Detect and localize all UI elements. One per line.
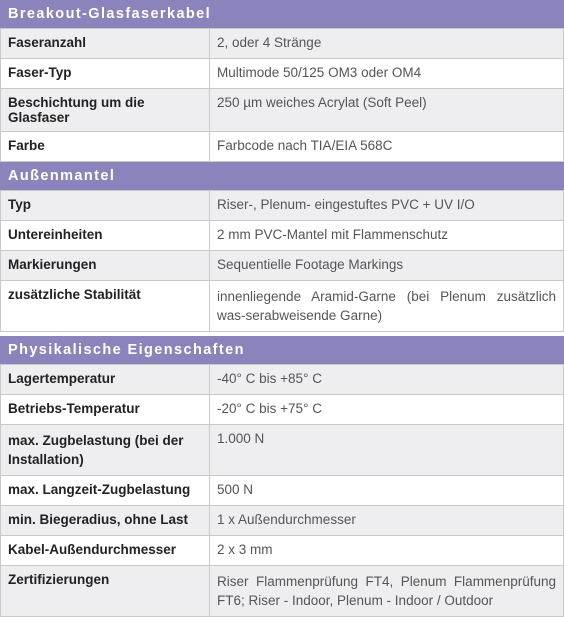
- spec-table-physikalisch: [0, 364, 564, 617]
- table-row: [1, 476, 564, 506]
- spec-value: 2, oder 4 Stränge: [210, 29, 564, 59]
- table-row: [1, 566, 564, 617]
- table-row: [1, 59, 564, 89]
- table-row: [1, 425, 564, 476]
- table-row: [1, 395, 564, 425]
- spec-key: max. Langzeit-Zugbelastung: [1, 476, 210, 506]
- table-row: [1, 251, 564, 281]
- section-title-physikalisch: Physikalische Eigenschaften: [0, 336, 564, 364]
- section-title-aussenmantel: Außenmantel: [0, 162, 564, 190]
- spec-key: max. Zugbelastung (bei der Installation): [1, 425, 210, 476]
- spec-value: innenliegende Aramid-Garne (bei Plenum zusätzlich was-serabweisende Garne): [210, 281, 564, 332]
- spec-value: 2 x 3 mm: [210, 536, 564, 566]
- spec-value: Riser Flammenprüfung FT4, Plenum Flammenprüfung FT6; Riser - Indoor, Plenum - Indoor / Outdoor: [210, 566, 564, 617]
- spec-key: Faseranzahl: [1, 29, 210, 59]
- spec-value: Farbcode nach TIA/EIA 568C: [210, 132, 564, 162]
- spec-key: Zertifizierungen: [1, 566, 210, 617]
- table-row: [1, 365, 564, 395]
- table-row: [1, 132, 564, 162]
- spec-table-breakout: [0, 28, 564, 162]
- spec-table-aussenmantel: [0, 190, 564, 332]
- spec-value: 250 µm weiches Acrylat (Soft Peel): [210, 89, 564, 132]
- spec-key: Typ: [1, 191, 210, 221]
- table-row: [1, 281, 564, 332]
- spec-key: zusätzliche Stabilität: [1, 281, 210, 332]
- spec-key: Farbe: [1, 132, 210, 162]
- spec-key: Kabel-Außendurchmesser: [1, 536, 210, 566]
- spec-value: 500 N: [210, 476, 564, 506]
- spec-value: 1 x Außendurchmesser: [210, 506, 564, 536]
- spec-key: Faser-Typ: [1, 59, 210, 89]
- spec-value: -40° C bis +85° C: [210, 365, 564, 395]
- spec-value: Riser-, Plenum- eingestuftes PVC + UV I/O: [210, 191, 564, 221]
- table-row: [1, 221, 564, 251]
- table-row: [1, 29, 564, 59]
- spec-key: min. Biegeradius, ohne Last: [1, 506, 210, 536]
- spec-key: Markierungen: [1, 251, 210, 281]
- spec-value: 2 mm PVC-Mantel mit Flammenschutz: [210, 221, 564, 251]
- spec-key: Lagertemperatur: [1, 365, 210, 395]
- table-row: [1, 536, 564, 566]
- spec-key: Untereinheiten: [1, 221, 210, 251]
- spec-key: Betriebs-Temperatur: [1, 395, 210, 425]
- spec-value: Sequentielle Footage Markings: [210, 251, 564, 281]
- table-row: [1, 89, 564, 132]
- spec-value: -20° C bis +75° C: [210, 395, 564, 425]
- spec-value: Multimode 50/125 OM3 oder OM4: [210, 59, 564, 89]
- section-title-breakout: Breakout-Glasfaserkabel: [0, 0, 564, 28]
- spec-key: Beschichtung um die Glasfaser: [1, 89, 210, 132]
- spec-value: 1.000 N: [210, 425, 564, 476]
- table-row: [1, 191, 564, 221]
- table-row: [1, 506, 564, 536]
